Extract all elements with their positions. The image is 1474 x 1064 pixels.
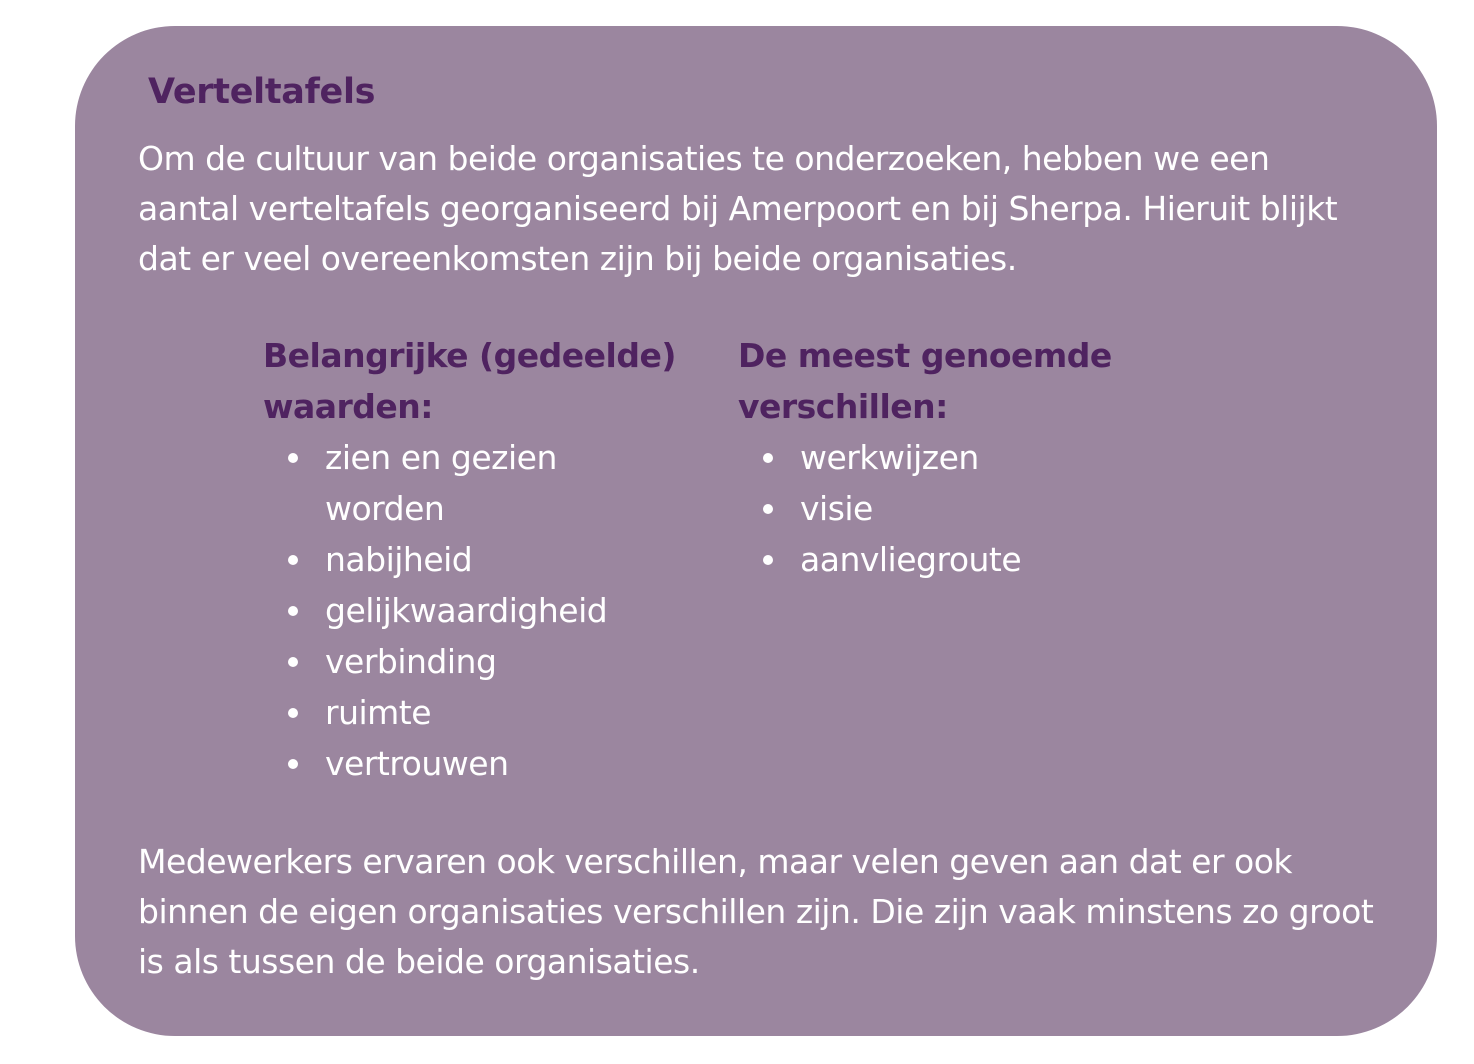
list-item (738, 432, 1178, 483)
bullet-icon (763, 453, 773, 463)
list-item-text: visie (800, 489, 873, 528)
list-item (263, 432, 595, 534)
bullet-icon (288, 606, 298, 616)
differences-column (738, 330, 1178, 585)
list-item-text: nabijheid (325, 540, 473, 579)
shared-values-list (263, 432, 703, 789)
list-item (738, 534, 1178, 585)
list-item (738, 483, 1178, 534)
box-title: Verteltafels (148, 72, 376, 112)
list-item (263, 534, 595, 585)
list-item-text: werkwijzen (800, 438, 979, 477)
list-item-text: verbinding (325, 642, 497, 681)
bullet-icon (763, 504, 773, 514)
list-item-text: vertrouwen (325, 744, 509, 783)
bullet-icon (288, 759, 298, 769)
list-item (263, 738, 595, 789)
bullet-icon (288, 555, 298, 565)
bullet-icon (288, 708, 298, 718)
list-item-text: zien en gezien worden (325, 438, 557, 528)
shared-values-heading: Belangrijke (gedeelde) waarden: (263, 336, 676, 426)
list-item (263, 585, 608, 636)
differences-list (738, 432, 1178, 585)
list-item-text: gelijkwaardigheid (325, 591, 608, 630)
differences-heading: De meest genoemde verschillen: (738, 336, 1112, 426)
bullet-icon (763, 555, 773, 565)
bullet-icon (288, 657, 298, 667)
list-item (263, 687, 595, 738)
outro-paragraph: Medewerkers ervaren ook verschillen, maar velen geven aan dat er ook binnen de eigen organisaties verschillen zijn. Die zijn vaak minstens zo groot is als tussen de beide organisaties. (138, 842, 1374, 981)
bullet-icon (288, 453, 298, 463)
list-item-text: ruimte (325, 693, 432, 732)
intro-paragraph: Om de cultuur van beide organisaties te onderzoeken, hebben we een aantal verteltafels georganiseerd bij Amerpoort en bij Sherpa. Hieruit blijkt dat er veel overeenkomsten zijn bij beide organisaties. (138, 139, 1338, 278)
list-item (263, 636, 595, 687)
list-item-text: aanvliegroute (800, 540, 1022, 579)
shared-values-column (263, 330, 703, 789)
